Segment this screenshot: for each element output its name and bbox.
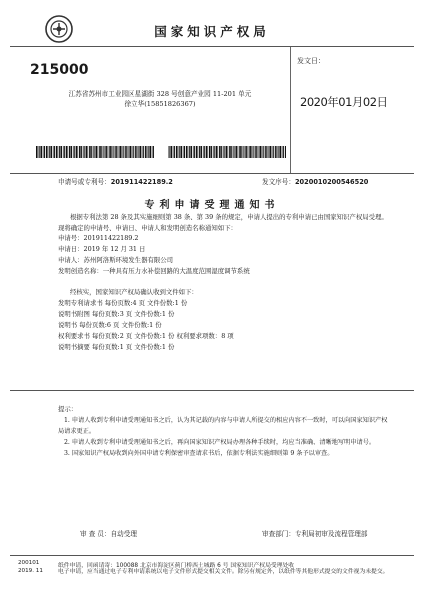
- applicant-line: 申请人：苏州阿洛斯环境发生器有限公司: [58, 256, 174, 264]
- tip-item: 1. 申请人收到专利申请受理通知书之后，认为其记载的内容与申请人所提交的相应内容不一致时，可以向国家知识产权局请求更正。: [58, 417, 388, 435]
- divider: [10, 173, 414, 174]
- barcodes: [36, 146, 286, 158]
- tip-item: 2. 申请人收到专利申请受理通知书之后，再向国家知识产权局办理各种手续时，均应当准确、清晰地写明申请号。: [64, 439, 376, 446]
- document-row: 说明书 每份页数:6 页 文件份数:1 份: [58, 321, 162, 329]
- examination-department: 审查部门：专利局初审及流程管理部: [262, 530, 368, 538]
- tip-item: 3. 国家知识产权局收到向外国申请专利保密审查请求书后，依据专利法实施细则第 9 条予以审查。: [64, 450, 334, 457]
- document-row: 发明专利请求书 每份页数:4 页 文件份数:1 份: [58, 299, 188, 307]
- divider: [10, 390, 414, 391]
- sent-date: 2020年01月02日: [300, 95, 388, 109]
- intro-paragraph: 根据专利法第 28 条及其实施细则第 38 条、第 39 条的规定，申请人提出的专利申请已由国家知识产权局受理。现将确定的申请号、申请日、申请人和发明创造名称通知如下：: [58, 213, 388, 232]
- application-number: [58, 176, 173, 186]
- recipient-name: 徐立华(15851826367): [124, 100, 196, 108]
- barcode-icon: [168, 146, 286, 158]
- document-row: 权利要求书 每份页数:2 页 文件份数:1 份 权利要求项数：8 项: [58, 332, 234, 340]
- application-number-value: 201911422189.2: [110, 178, 173, 186]
- footer-electronic-note: 电子申请，应当通过电子专利申请系统以电子文件形式提交相关文件。除另有规定外，以纸件等其他形式提交的文件视为未提交。: [58, 569, 389, 575]
- application-date-line: 申请日：2019 年 12 月 31 日: [58, 245, 146, 253]
- divider: [10, 555, 414, 556]
- notice-number: [262, 176, 368, 186]
- sent-date-label: 发文日：: [297, 57, 325, 65]
- divider: [10, 46, 414, 47]
- recipient-address: 江苏省苏州市工业园区星湖街 328 号创意产业园 11-201 单元: [68, 90, 252, 98]
- document-row: 说明书摘要 每份页数:1 页 文件份数:1 份: [58, 343, 175, 351]
- application-number-label: 申请号或专利号：: [58, 178, 111, 186]
- barcode-icon: [36, 146, 154, 158]
- footer-mail-note: 纸件申请，回函请寄：100088 北京市海淀区蓟门桥西土城路 6 号 国家知识产权局受理处收: [58, 563, 295, 569]
- application-number-line: 申请号：201911422189.2: [58, 234, 139, 242]
- document-row: 说明书附图 每份页数:3 页 文件份数:1 份: [58, 310, 175, 318]
- notice-number-value: 2020010200546520: [294, 178, 369, 186]
- documents-intro: 经核实，国家知识产权局确认收到文件如下：: [70, 288, 198, 296]
- form-code: 200101: [18, 560, 40, 566]
- postcode: 215000: [30, 62, 89, 78]
- tips-label: 提示：: [58, 405, 78, 413]
- invention-title-line: 发明创造名称：一种具有压力水补偿回路的大温度范围湿度调节系统: [58, 267, 250, 275]
- header: [0, 14, 424, 54]
- examiner: 审 查 员：自动受理: [80, 530, 137, 538]
- divider: [290, 47, 291, 173]
- document-title: 专利申请受理通知书: [144, 200, 280, 211]
- notice-number-label: 发文序号：: [262, 178, 295, 186]
- office-name: 国家知识产权局: [154, 24, 270, 39]
- form-version: 2019. 11: [18, 568, 43, 574]
